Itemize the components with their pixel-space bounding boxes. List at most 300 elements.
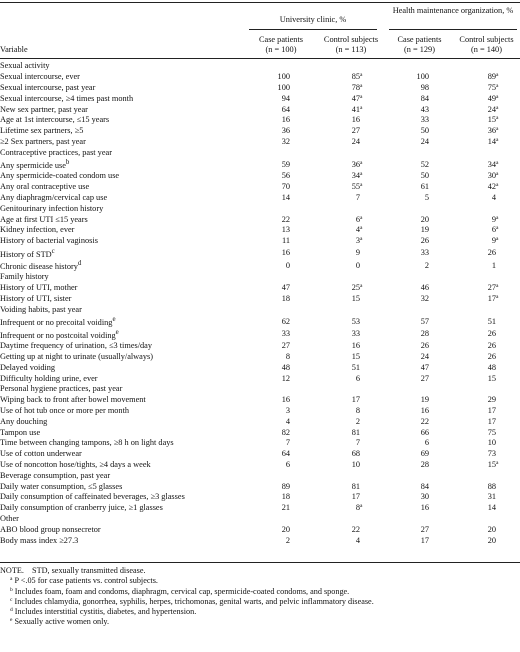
value-cell [453, 259, 520, 272]
value-cell [316, 294, 386, 305]
cell-value: 16 [281, 115, 290, 125]
footnote-mark: a [10, 576, 13, 583]
column-label: Case patients [397, 35, 442, 44]
footnote-text: P <.05 for case patients vs. control subjects. [12, 576, 158, 586]
cell-value: 27 [281, 341, 290, 351]
row-label-cell [0, 503, 246, 514]
column-header-uc-case [246, 35, 316, 55]
row-label: Daily water consumption, ≤5 glasses [0, 481, 123, 491]
value-cell: 30$^a$ [487, 171, 499, 181]
cell-value: 14 [281, 192, 290, 202]
value-cell: 4$^a$ [355, 225, 363, 235]
section-header-row [0, 147, 520, 158]
value-cell [386, 182, 453, 193]
column-n: (n = 113) [335, 45, 367, 54]
table-row [0, 137, 520, 148]
row-label: Daytime frequency of urination, ≤3 times/day [0, 341, 153, 351]
value-cell [316, 259, 386, 272]
cell-value: 89 [487, 72, 497, 82]
row-label-cell [0, 193, 246, 204]
value-cell [316, 416, 386, 427]
value-cell [386, 158, 453, 171]
cell-value: 42 [487, 182, 497, 192]
cell-value: 64 [281, 104, 290, 114]
row-label-cell [0, 259, 246, 272]
cell-value: 20 [420, 214, 429, 224]
cell-value: 9 [491, 214, 497, 224]
value-cell [386, 294, 453, 305]
value-cell [316, 406, 386, 417]
cell-value: 8 [355, 405, 360, 415]
value-cell [246, 438, 316, 449]
table-row [0, 395, 520, 406]
cell-value: 26 [420, 341, 429, 351]
value-cell [453, 315, 520, 328]
value-cell [453, 406, 520, 417]
value-cell: 55$^a$ [351, 182, 363, 192]
cell-value: 16 [351, 341, 360, 351]
value-cell [246, 373, 316, 384]
value-cell [453, 503, 520, 514]
table-row [0, 492, 520, 503]
cell-value: 68 [351, 449, 360, 459]
table-row [0, 283, 520, 294]
cell-value: 24 [420, 136, 429, 146]
row-label: Use of cotton underwear [0, 449, 82, 459]
value-cell [453, 193, 520, 204]
value-cell [453, 438, 520, 449]
footnote-text: Sexually active women only. [12, 617, 110, 627]
row-label: Any spermicide-coated condom use [0, 171, 120, 181]
value-cell [386, 492, 453, 503]
cell-value: 75 [487, 82, 497, 92]
cell-value: 4 [355, 535, 360, 545]
cell-value: 20 [487, 524, 497, 534]
footnote [0, 576, 520, 586]
table-row [0, 406, 520, 417]
row-label-cell [0, 373, 246, 384]
cell-value: 2 [285, 535, 290, 545]
section-label: Voiding habits, past year [0, 304, 82, 314]
value-cell [316, 247, 386, 260]
value-cell [316, 126, 386, 137]
table-row [0, 460, 520, 471]
cell-value: 28 [420, 329, 429, 339]
cell-value: 43 [420, 104, 429, 114]
table-row [0, 214, 520, 225]
value-cell [386, 193, 453, 204]
section-label: Other [0, 513, 19, 523]
footnote-mark: c [10, 596, 13, 603]
column-header-uc-control [316, 35, 386, 55]
value-cell [246, 182, 316, 193]
value-cell [316, 460, 386, 471]
row-label: Time between changing tampons, ≥8 h on light days [0, 438, 174, 448]
footnote [0, 597, 520, 607]
row-label-cell [0, 104, 246, 115]
row-label-cell [0, 182, 246, 193]
value-cell [386, 104, 453, 115]
section-label: Contraceptive practices, past year [0, 147, 112, 157]
row-label: Use of noncotton hose/tights, ≥4 days a week [0, 459, 151, 469]
table-row [0, 481, 520, 492]
row-label-cell [0, 72, 246, 83]
row-label: Any douching [0, 416, 48, 426]
table-row [0, 341, 520, 352]
column-header-hmo-case [386, 35, 453, 55]
value-cell: 8$^a$ [355, 503, 363, 513]
section-header-row [0, 384, 520, 395]
table-row [0, 535, 520, 546]
row-label: Delayed voiding [0, 362, 56, 372]
footnote-marker: e [115, 329, 119, 336]
row-label: ABO blood group nonsecretor [0, 524, 101, 534]
cell-value: 22 [420, 416, 429, 426]
section-label: Personal hygiene practices, past year [0, 384, 123, 394]
cell-value: 7 [285, 438, 290, 448]
cell-value: 52 [420, 159, 429, 169]
cell-value: 24 [351, 136, 360, 146]
table-row [0, 503, 520, 514]
cell-value: 24 [420, 351, 429, 361]
row-label: Sexual intercourse, past year [0, 82, 96, 92]
top-rule [0, 2, 520, 3]
row-label: New sex partner, past year [0, 104, 88, 114]
row-label-cell [0, 341, 246, 352]
value-cell: 25$^a$ [351, 283, 363, 293]
cell-value: 88 [487, 481, 497, 491]
value-cell [386, 460, 453, 471]
cell-value: 36 [487, 126, 497, 136]
section-label: Genitourinary infection history [0, 203, 104, 213]
cell-value: 17 [351, 395, 360, 405]
cell-value: 59 [281, 159, 290, 169]
cell-value: 6 [491, 225, 497, 235]
table-row [0, 93, 520, 104]
section-header-row [0, 203, 520, 214]
cell-value: 10 [487, 438, 497, 448]
row-label-cell [0, 115, 246, 126]
cell-value: 1 [491, 260, 497, 270]
section-label: Beverage consumption, past year [0, 470, 111, 480]
value-cell: 27$^a$ [487, 283, 499, 293]
cell-value: 8 [355, 503, 360, 513]
bottom-rule [0, 562, 520, 563]
table-row [0, 171, 520, 182]
cell-value: 47 [351, 93, 360, 103]
value-cell [386, 137, 453, 148]
table-row [0, 259, 520, 272]
cell-value: 28 [420, 459, 429, 469]
value-cell [246, 449, 316, 460]
value-cell [246, 283, 316, 294]
value-cell [246, 328, 316, 341]
value-cell [453, 341, 520, 352]
cell-value: 62 [281, 316, 290, 326]
cell-value: 6 [355, 373, 360, 383]
value-cell [386, 427, 453, 438]
cell-value: 22 [281, 214, 290, 224]
column-label: Control subjects [459, 35, 514, 44]
cell-value: 18 [281, 492, 290, 502]
value-cell [316, 352, 386, 363]
cell-value: 3 [285, 405, 290, 415]
cell-value: 33 [281, 329, 290, 339]
value-cell: 41$^a$ [351, 104, 363, 114]
cell-value: 48 [487, 362, 497, 372]
section-header-row [0, 514, 520, 525]
row-label: Kidney infection, ever [0, 225, 75, 235]
cell-value: 85 [351, 72, 360, 82]
cell-value: 27 [487, 283, 497, 293]
table-row [0, 352, 520, 363]
value-cell [453, 395, 520, 406]
value-cell [453, 492, 520, 503]
column-header-hmo-control [453, 35, 520, 55]
section-header-row [0, 304, 520, 315]
table-row [0, 236, 520, 247]
cell-value: 24 [487, 104, 497, 114]
row-label: Any spermicide use [0, 160, 66, 170]
value-cell [246, 481, 316, 492]
section-header-row [0, 61, 520, 72]
group-underline-university [249, 29, 377, 30]
row-label: Infrequent or no postcoital voiding [0, 330, 116, 340]
cell-value: 36 [351, 159, 360, 169]
cell-value: 98 [420, 82, 429, 92]
value-cell [246, 137, 316, 148]
value-cell: 9$^a$ [491, 214, 499, 224]
column-label: Control subjects [323, 35, 379, 44]
cell-value: 19 [420, 225, 429, 235]
value-cell [453, 373, 520, 384]
table-row [0, 83, 520, 94]
cell-value: 66 [420, 427, 429, 437]
row-label-cell [0, 328, 246, 341]
table-row [0, 524, 520, 535]
value-cell [316, 524, 386, 535]
table-row [0, 193, 520, 204]
footnote-mark: e [10, 617, 13, 624]
value-cell [453, 524, 520, 535]
cell-value: 4 [491, 192, 497, 202]
row-label-cell [0, 137, 246, 148]
cell-value: 16 [351, 115, 360, 125]
value-cell: 6$^a$ [355, 214, 363, 224]
value-cell [246, 492, 316, 503]
cell-value: 16 [420, 503, 429, 513]
value-cell [386, 315, 453, 328]
value-cell [386, 352, 453, 363]
cell-value: 15 [487, 115, 497, 125]
table-row [0, 449, 520, 460]
cell-value: 10 [351, 459, 360, 469]
row-label: History of bacterial vaginosis [0, 236, 98, 246]
value-cell [246, 362, 316, 373]
value-cell: 36$^a$ [351, 159, 363, 169]
table-row [0, 373, 520, 384]
row-label-cell [0, 535, 246, 546]
section-label: Family history [0, 272, 49, 282]
row-label: Daily consumption of cranberry juice, ≥1 glasses [0, 503, 163, 513]
value-cell [246, 247, 316, 260]
value-cell [386, 225, 453, 236]
value-cell [386, 283, 453, 294]
cell-value: 15 [487, 373, 497, 383]
section-header-row [0, 272, 520, 283]
value-cell [246, 72, 316, 83]
table-row [0, 438, 520, 449]
value-cell [246, 395, 316, 406]
cell-value: 81 [351, 481, 360, 491]
value-cell [386, 115, 453, 126]
cell-value: 13 [281, 225, 290, 235]
cell-value: 49 [487, 93, 497, 103]
row-label-cell [0, 214, 246, 225]
cell-value: 73 [487, 449, 497, 459]
value-cell [316, 315, 386, 328]
value-cell [316, 115, 386, 126]
cell-value: 61 [420, 182, 429, 192]
value-cell: 49$^a$ [487, 93, 499, 103]
row-label-cell [0, 294, 246, 305]
cell-value: 17 [351, 492, 360, 502]
cell-value: 2 [355, 416, 360, 426]
row-label-cell [0, 93, 246, 104]
cell-value: 26 [420, 236, 429, 246]
row-label-cell [0, 449, 246, 460]
value-cell [246, 93, 316, 104]
value-cell [316, 449, 386, 460]
cell-value: 51 [351, 362, 360, 372]
section-label: Sexual activity [0, 61, 50, 71]
cell-value: 26 [487, 351, 497, 361]
cell-value: 9 [355, 247, 360, 257]
cell-value: 100 [277, 72, 290, 82]
value-cell [246, 427, 316, 438]
value-cell [246, 225, 316, 236]
cell-value: 16 [281, 395, 290, 405]
row-label: History of UTI, mother [0, 283, 78, 293]
cell-value: 81 [351, 427, 360, 437]
cell-value: 17 [487, 294, 497, 304]
value-cell [386, 171, 453, 182]
value-cell [386, 416, 453, 427]
value-cell: 42$^a$ [487, 182, 499, 192]
footnote [0, 587, 520, 597]
footnote-text: Includes foam, foam and condoms, diaphragm, cervical cap, spermicide-coated condoms, and sponge. [12, 586, 350, 596]
value-cell [246, 352, 316, 363]
row-label-cell [0, 283, 246, 294]
table-row [0, 427, 520, 438]
cell-value: 89 [281, 481, 290, 491]
cell-value: 17 [487, 405, 497, 415]
value-cell [386, 247, 453, 260]
cell-value: 82 [281, 427, 290, 437]
row-label: Any oral contraceptive use [0, 182, 90, 192]
cell-value: 0 [355, 260, 360, 270]
table-row [0, 182, 520, 193]
value-cell [246, 193, 316, 204]
cell-value: 69 [420, 449, 429, 459]
value-cell [453, 416, 520, 427]
row-label-cell [0, 83, 246, 94]
value-cell [246, 104, 316, 115]
footnote-marker: e [112, 316, 116, 324]
value-cell: 15$^a$ [487, 115, 499, 125]
table-row [0, 315, 520, 328]
value-cell: 6$^a$ [491, 225, 499, 235]
cell-value: 27 [420, 373, 429, 383]
value-cell [316, 137, 386, 148]
cell-value: 26 [487, 247, 497, 257]
value-cell [386, 259, 453, 272]
cell-value: 15 [351, 294, 360, 304]
row-label-cell [0, 247, 246, 260]
value-cell [386, 362, 453, 373]
value-cell [453, 352, 520, 363]
value-cell: 3$^a$ [355, 236, 363, 246]
footnote-mark: b [10, 586, 13, 593]
column-n: (n = 140) [471, 45, 502, 54]
value-cell [453, 427, 520, 438]
cell-value: 55 [351, 182, 360, 192]
row-label-cell [0, 481, 246, 492]
row-label: Any diaphragm/cervical cap use [0, 192, 108, 202]
value-cell [386, 341, 453, 352]
footnote-text: NOTE. STD, sexually transmitted disease. [0, 566, 146, 575]
value-cell [386, 373, 453, 384]
value-cell [316, 395, 386, 406]
cell-value: 6 [355, 214, 360, 224]
row-label: Age at 1st intercourse, ≤15 years [0, 115, 110, 125]
row-label-cell [0, 352, 246, 363]
table-row [0, 72, 520, 83]
cell-value: 6 [285, 459, 290, 469]
footnote [0, 617, 520, 627]
cell-value: 53 [351, 316, 360, 326]
value-cell: 9$^a$ [491, 236, 499, 246]
footnote-marker: c [51, 247, 55, 255]
value-cell: 34$^a$ [351, 171, 363, 181]
cell-value: 9 [491, 236, 497, 246]
cell-value: 70 [281, 182, 290, 192]
cell-value: 7 [355, 438, 360, 448]
row-label: ≥2 Sex partners, past year [0, 136, 86, 146]
value-cell [386, 93, 453, 104]
cell-value: 17 [420, 535, 429, 545]
cell-value: 34 [487, 159, 497, 169]
value-cell [246, 535, 316, 546]
value-cell [386, 72, 453, 83]
cell-value: 33 [351, 329, 360, 339]
cell-value: 84 [420, 93, 429, 103]
cell-value: 75 [487, 427, 497, 437]
cell-value: 47 [281, 283, 290, 293]
row-label-cell [0, 315, 246, 328]
value-cell [246, 315, 316, 328]
row-label: Lifetime sex partners, ≥5 [0, 126, 84, 136]
row-label: Wiping back to front after bowel movement [0, 395, 146, 405]
cell-value: 20 [281, 524, 290, 534]
value-cell [386, 214, 453, 225]
cell-value: 30 [420, 492, 429, 502]
table-row [0, 158, 520, 171]
row-label-cell [0, 126, 246, 137]
footnote-marker: d [77, 260, 82, 268]
value-cell [246, 503, 316, 514]
group-underline-hmo [389, 29, 517, 30]
